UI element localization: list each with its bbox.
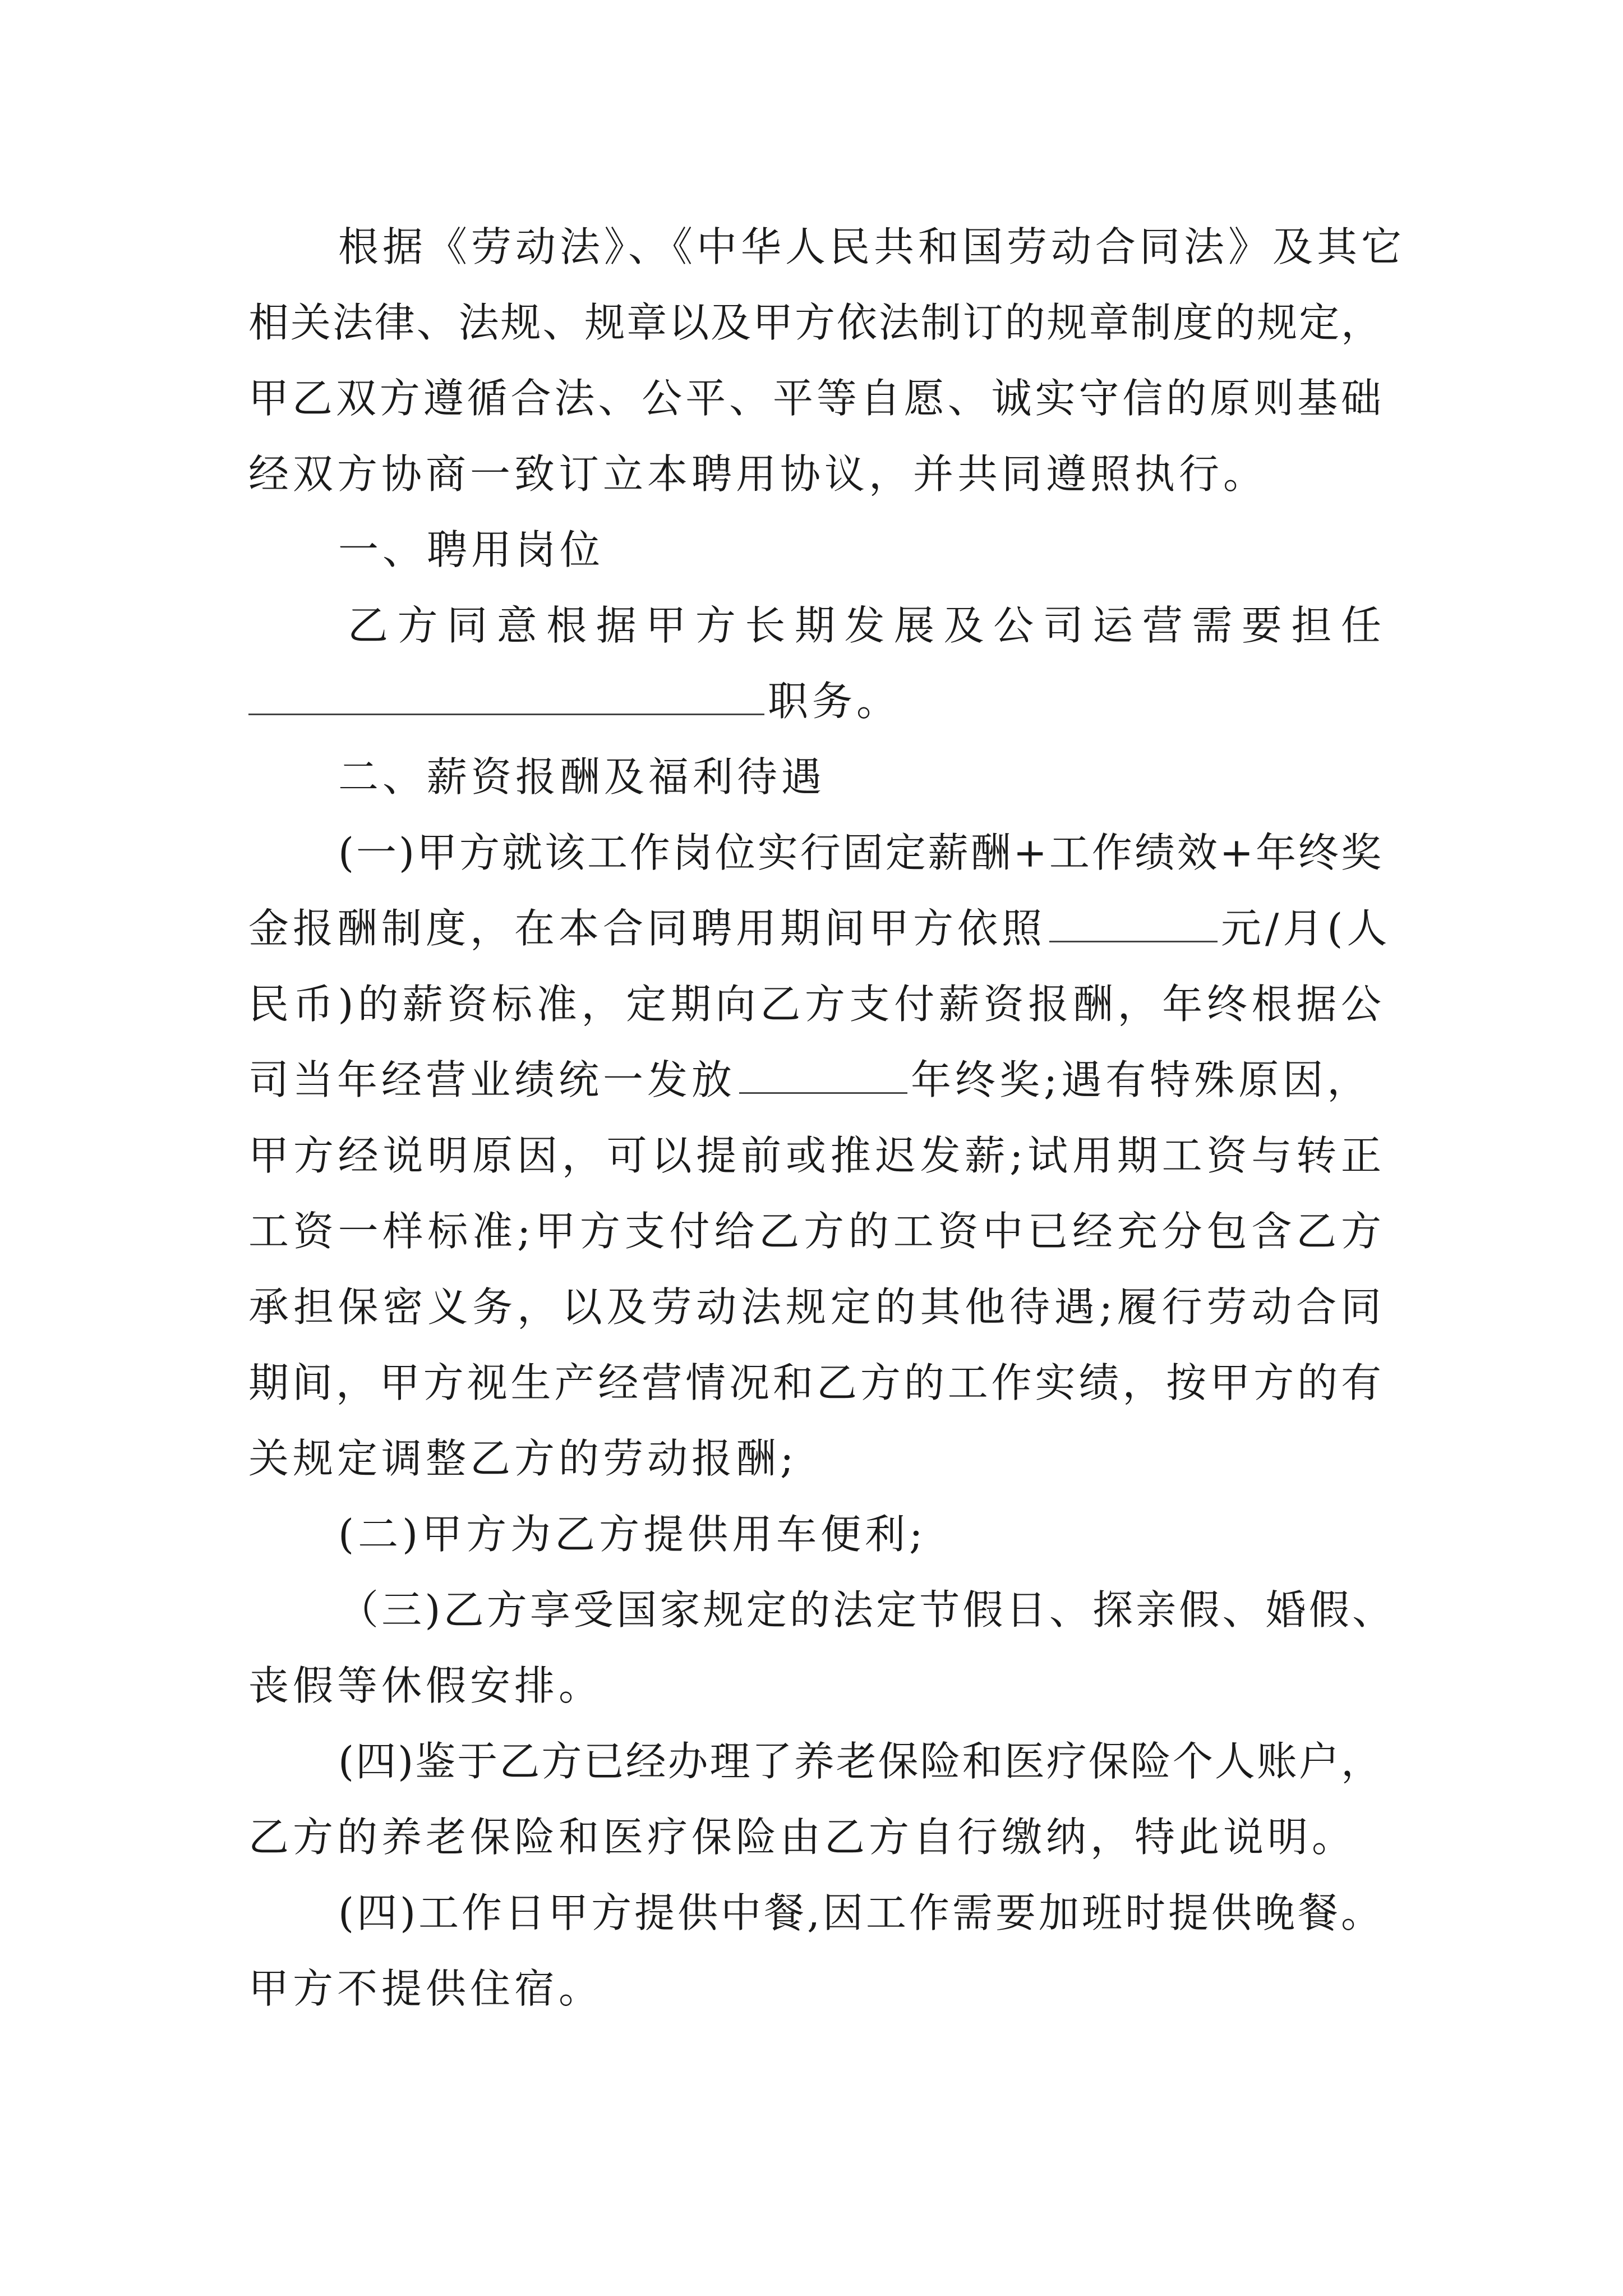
item-1-line-4-pre: 司当年经营业绩统一发放 bbox=[248, 1056, 736, 1103]
preamble-line-4: 经双方协商一致订立本聘用协议，并共同遵照执行。 bbox=[248, 450, 1268, 498]
section-1-line-2 bbox=[248, 663, 1381, 739]
item-1-line-1: (一)甲方就该工作岗位实行固定薪酬+工作绩效+年终奖 bbox=[338, 829, 1381, 876]
item-1-line-4 bbox=[248, 1042, 1381, 1118]
item-5-line-1: (四)工作日甲方提供中餐,因工作需要加班时提供晚餐。 bbox=[338, 1889, 1381, 1936]
preamble-line-3: 甲乙双方遵循合法、公平、平等自愿、诚实守信的原则基础 bbox=[248, 375, 1381, 422]
item-3-line-2: 丧假等休假安排。 bbox=[248, 1662, 603, 1709]
section-2-heading: 二、薪资报酬及福利待遇 bbox=[338, 753, 826, 800]
position-blank[interactable] bbox=[248, 674, 764, 715]
item-1-line-5: 甲方经说明原因，可以提前或推迟发薪;试用期工资与转正 bbox=[248, 1132, 1381, 1179]
item-1-line-8: 期间，甲方视生产经营情况和乙方的工作实绩，按甲方的有 bbox=[248, 1359, 1381, 1406]
preamble-line-1: 根据《劳动法》、《中华人民共和国劳动合同法》及其它 bbox=[338, 223, 1406, 270]
section-1-line-1: 乙方同意根据甲方长期发展及公司运营需要担任 bbox=[348, 602, 1381, 649]
item-1-line-2-post: 元/月(人 bbox=[1221, 905, 1391, 952]
item-1-line-2-pre: 金报酬制度，在本合同聘用期间甲方依照 bbox=[248, 905, 1046, 952]
salary-blank[interactable] bbox=[1049, 901, 1218, 942]
item-4-line-2: 乙方的养老保险和医疗保险由乙方自行缴纳，特此说明。 bbox=[248, 1814, 1357, 1861]
item-1-line-4-post: 年终奖;遇有特殊原因， bbox=[911, 1056, 1372, 1103]
section-1-line-2-text: 职务。 bbox=[768, 678, 901, 725]
item-1-line-7: 承担保密义务，以及劳动法规定的其他待遇;履行劳动合同 bbox=[248, 1283, 1381, 1331]
item-1-line-2 bbox=[248, 890, 1391, 967]
item-1-line-9: 关规定调整乙方的劳动报酬; bbox=[248, 1435, 798, 1482]
item-3-line-1: （三)乙方享受国家规定的法定节假日、探亲假、婚假、 bbox=[338, 1586, 1393, 1634]
item-1-line-6: 工资一样标准;甲方支付给乙方的工资中已经充分包含乙方 bbox=[248, 1208, 1381, 1255]
item-1-line-3: 民币)的薪资标准，定期向乙方支付薪资报酬，年终根据公 bbox=[248, 981, 1381, 1028]
section-1-heading: 一、聘用岗位 bbox=[338, 526, 605, 573]
item-5-line-2: 甲方不提供住宿。 bbox=[248, 1965, 603, 2012]
item-2: (二)甲方为乙方提供用车便利; bbox=[338, 1511, 927, 1558]
bonus-blank[interactable] bbox=[739, 1053, 907, 1094]
item-4-line-1: (四)鉴于乙方已经办理了养老保险和医疗保险个人账户， bbox=[338, 1738, 1381, 1785]
preamble-line-2: 相关法律、法规、规章以及甲方依法制订的规章制度的规定， bbox=[248, 299, 1381, 346]
